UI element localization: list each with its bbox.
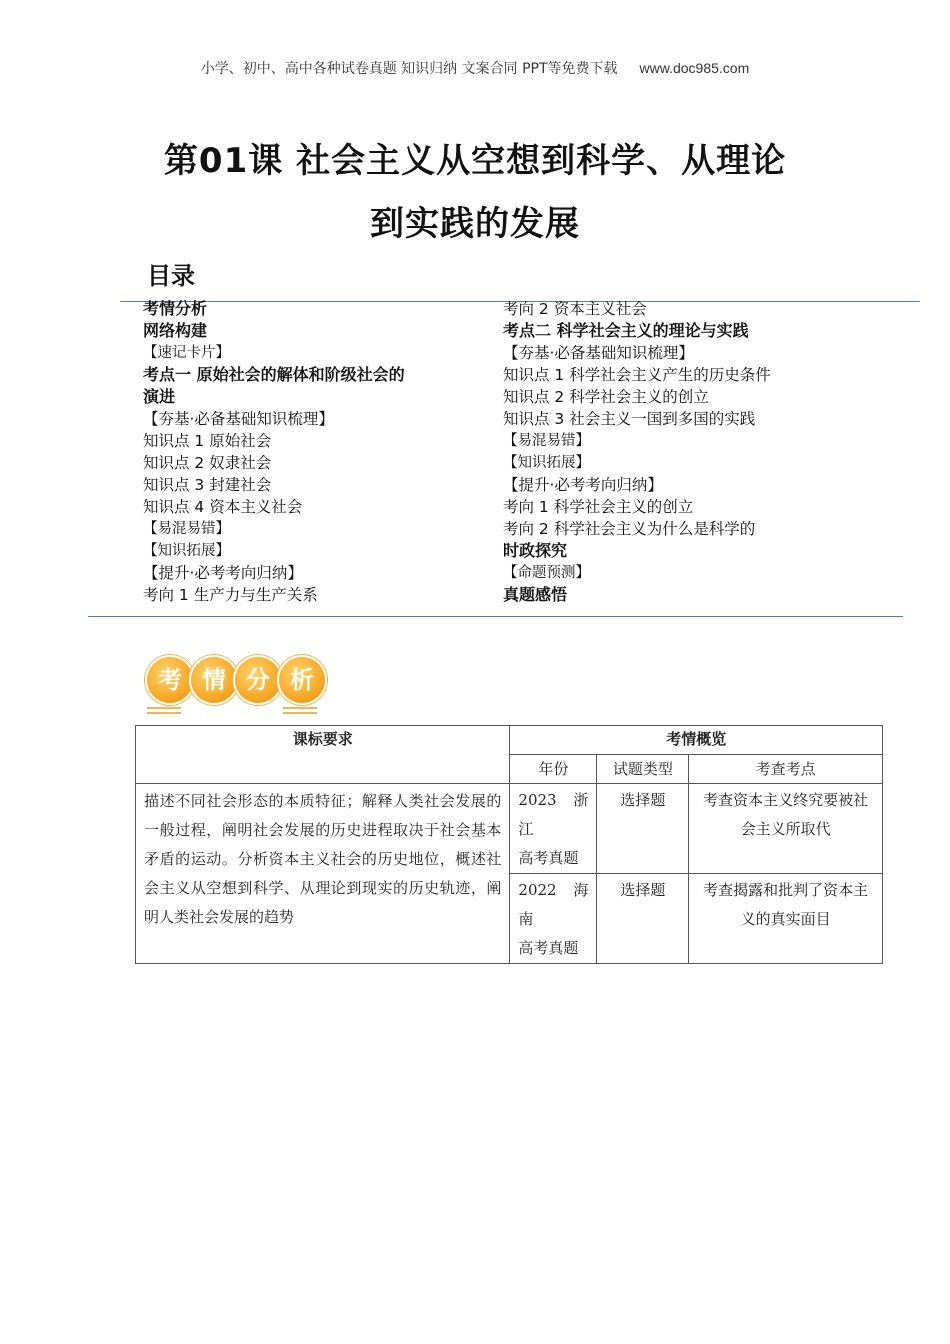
- toc-left-column: [143, 298, 405, 606]
- row-2-type: 选择题: [597, 874, 689, 964]
- page-header: [0, 58, 950, 78]
- row-1-region-a: 浙: [573, 791, 589, 809]
- toc-heading: 目录: [147, 262, 195, 290]
- toc-left-item-9[interactable]: 知识点 3 封建社会: [143, 476, 272, 494]
- toc-left-item-1[interactable]: 考情分析: [143, 299, 208, 318]
- badge-underline-left: [147, 707, 181, 709]
- toc-right-item-4[interactable]: 知识点 1 科学社会主义产生的历史条件: [503, 366, 771, 384]
- badge-underline-right: [283, 707, 317, 709]
- toc-left-item-6[interactable]: 【夯基·必备基础知识梳理】: [143, 410, 334, 428]
- header-overview: 考情概览: [510, 726, 883, 755]
- toc-left-item-5[interactable]: 演进: [143, 387, 176, 406]
- toc-right-item-8[interactable]: 【知识拓展】: [503, 455, 590, 471]
- toc-left-item-7[interactable]: 知识点 1 原始社会: [143, 432, 272, 450]
- toc-left-item-3[interactable]: 【速记卡片】: [143, 345, 230, 361]
- subheader-year: 年份: [510, 755, 597, 784]
- row-1-year: 2023: [518, 791, 557, 809]
- toc-right-item-1[interactable]: 考向 2 资本主义社会: [503, 300, 647, 318]
- toc-right-column: [503, 298, 771, 606]
- row-2-region-a: 海: [573, 881, 589, 899]
- subheader-point: 考查考点: [689, 755, 883, 784]
- toc-left-item-10[interactable]: 知识点 4 资本主义社会: [143, 498, 303, 516]
- header-site: www.doc985.com: [639, 60, 750, 76]
- toc-left-item-8[interactable]: 知识点 2 奴隶社会: [143, 454, 272, 472]
- toc-left-item-2[interactable]: 网络构建: [143, 321, 208, 340]
- toc-right-item-11[interactable]: 考向 2 科学社会主义为什么是科学的: [503, 520, 756, 538]
- toc-right-item-10[interactable]: 考向 1 科学社会主义的创立: [503, 498, 694, 516]
- toc-right-item-12[interactable]: 时政探究: [503, 541, 568, 560]
- toc-right-item-14[interactable]: 真题感悟: [503, 585, 568, 604]
- title-line-2: 到实践的发展: [370, 204, 580, 244]
- row-1-exam: 高考真题: [518, 849, 579, 867]
- toc-right-item-2[interactable]: 考点二 科学社会主义的理论与实践: [503, 321, 749, 340]
- badge-char-2: 情: [189, 655, 239, 705]
- row-1-year-cell: [510, 784, 597, 874]
- row-1-region-b: 江: [518, 820, 534, 838]
- toc-right-item-7[interactable]: 【易混易错】: [503, 433, 590, 449]
- badge-char-1: 考: [145, 655, 195, 705]
- toc-right-item-13[interactable]: 【命题预测】: [503, 565, 590, 581]
- toc-left-item-11[interactable]: 【易混易错】: [143, 521, 230, 537]
- row-2-year-cell: [510, 874, 597, 964]
- row-2-year: 2022: [518, 881, 557, 899]
- toc-left-item-13[interactable]: 【提升·必考考向归纳】: [143, 564, 303, 582]
- row-2-region-b: 南: [518, 910, 534, 928]
- toc-right-item-9[interactable]: 【提升·必考考向归纳】: [503, 476, 663, 494]
- exam-analysis-table: [135, 725, 883, 964]
- toc-right-item-3[interactable]: 【夯基·必备基础知识梳理】: [503, 344, 694, 362]
- row-1-point: 考查资本主义终究要被社会主义所取代: [689, 784, 883, 874]
- section-badge-kaoqing: [145, 655, 335, 715]
- toc-right-item-5[interactable]: 知识点 2 科学社会主义的创立: [503, 388, 709, 406]
- header-tagline: 小学、初中、高中各种试卷真题 知识归纳 文案合同 PPT等免费下载: [200, 61, 618, 77]
- toc-right-item-6[interactable]: 知识点 3 社会主义一国到多国的实践: [503, 410, 756, 428]
- header-requirement: 课标要求: [136, 726, 510, 784]
- badge-char-3: 分: [233, 655, 283, 705]
- requirement-text: 描述不同社会形态的本质特征；解释人类社会发展的一般过程，阐明社会发展的历史进程取决于社会基本矛盾的运动。分析资本主义社会的历史地位，概述社会主义从空想到科学、从理论到现实的历史轨迹，阐明人类社会发展的趋势: [136, 784, 510, 964]
- badge-char-4: 析: [277, 655, 327, 705]
- badge-underline-left-2: [147, 712, 181, 714]
- title-line-1: 第01课 社会主义从空想到科学、从理论: [163, 141, 787, 181]
- row-1-type: 选择题: [597, 784, 689, 874]
- row-2-exam: 高考真题: [518, 939, 579, 957]
- toc-left-item-14[interactable]: 考向 1 生产力与生产关系: [143, 586, 318, 604]
- subheader-type: 试题类型: [597, 755, 689, 784]
- toc-left-item-4[interactable]: 考点一 原始社会的解体和阶级社会的: [143, 365, 405, 384]
- toc-left-item-12[interactable]: 【知识拓展】: [143, 543, 230, 559]
- badge-underline-right-2: [283, 712, 317, 714]
- row-2-point: 考查揭露和批判了资本主义的真实面目: [689, 874, 883, 964]
- toc-bottom-rule: [88, 616, 903, 617]
